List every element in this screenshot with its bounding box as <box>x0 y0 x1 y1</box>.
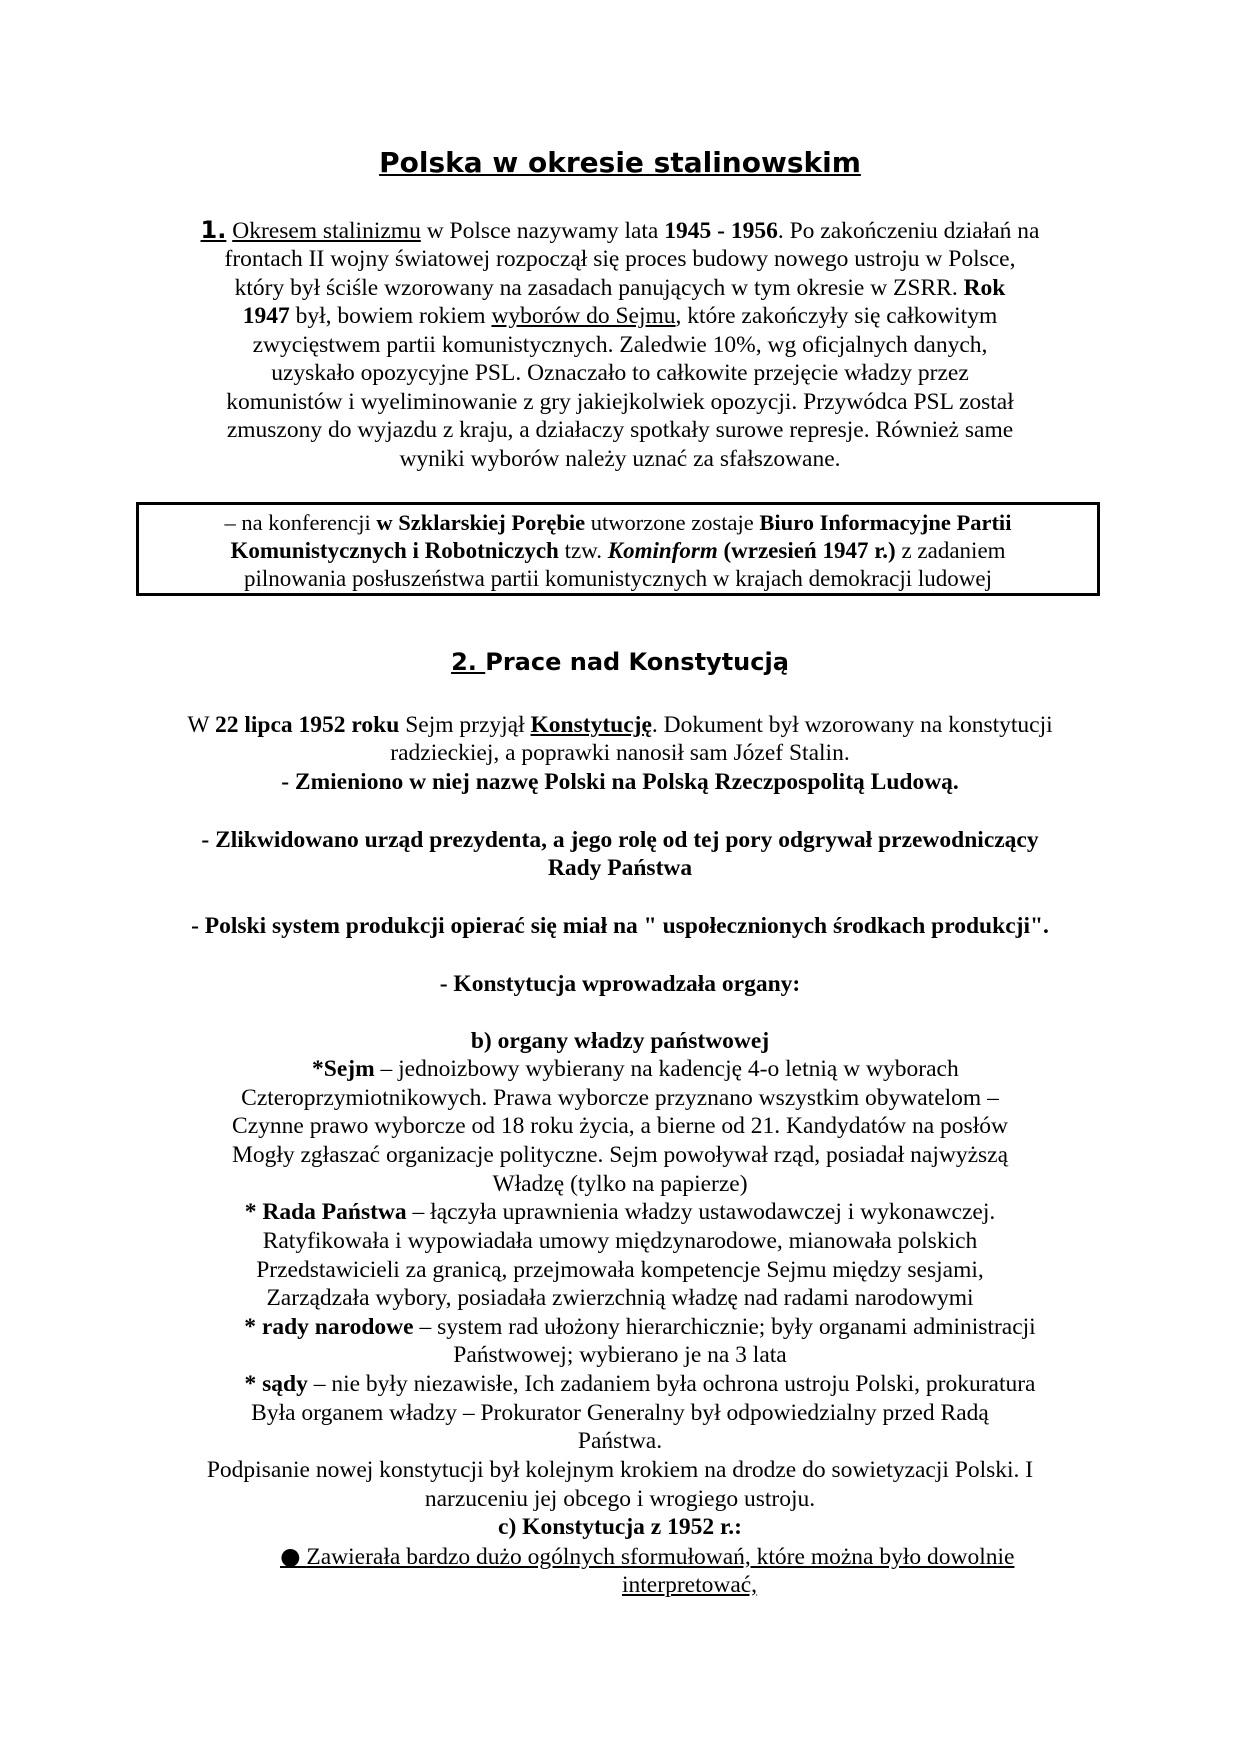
box-bold: Komunistycznych i Robotniczych <box>230 538 559 563</box>
state-organs-heading: b) organy władzy państwowej <box>470 1028 770 1054</box>
section1-line-9: wyniki wyborów należy uznać za sfałszowane. <box>399 446 841 472</box>
rok-bold: Rok <box>963 275 1006 301</box>
elections-link-text: wyborów do Sejmu <box>491 303 676 329</box>
box-bold: (wrzesień 1947 r.) <box>717 538 896 563</box>
section1-number: 1. <box>200 216 227 244</box>
kominform-box <box>136 502 1100 596</box>
bullet-item-1-cont: interpretować, <box>622 1572 758 1598</box>
intro-text: . Dokument był wzorowany na konstytucji <box>651 712 1053 738</box>
section2-number: 2. <box>451 648 486 676</box>
sejm-text: – jednoizbowy wybierany na kadencję 4-o letnią w wyborach <box>374 1056 959 1082</box>
year-1947-bold: 1947 <box>242 303 290 329</box>
section1-line-6: uzyskało opozycyjne PSL. Oznaczało to całkowite przejęcie władzy przez <box>271 360 969 386</box>
rada-line-1 <box>130 1198 1110 1226</box>
rady-line-2: Państwowej; wybierano je na 3 lata <box>453 1342 787 1368</box>
box-line-3: pilnowania posłuszeństwa partii komunistycznych w krajach demokracji ludowej <box>244 566 992 591</box>
box-text: – na konferencji <box>224 510 377 535</box>
section1-line-8: zmuszony do wyjazdu z kraju, a działaczy spotkały surowe represje. Również same <box>226 417 1014 443</box>
production-point: - Polski system produkcji opierać się miał na " uspołecznionych środkach produkcji". <box>191 913 1049 939</box>
section1-text: był, bowiem rokiem <box>289 303 492 329</box>
box-line-1 <box>139 509 1097 537</box>
summary-line-2: narzuceniu jej obcego i wrogiego ustroju. <box>424 1486 816 1512</box>
section2-intro-1 <box>130 711 1110 739</box>
president-point-2: Rady Państwa <box>547 855 693 881</box>
page-title: Polska w okresie stalinowskim <box>379 146 861 179</box>
rada-line-2: Ratyfikowała i wypowiadała umowy międzynarodowe, mianowała polskich <box>262 1228 978 1254</box>
sady-text: – nie były niezawisłe, Ich zadaniem była ochrona ustroju Polski, prokuratura <box>307 1371 1036 1397</box>
rady-label: * rady narodowe <box>244 1314 414 1340</box>
box-text: tzw. <box>558 538 608 563</box>
section1-line-4 <box>130 302 1110 330</box>
change-name-point: - Zmieniono w niej nazwę Polski na Polską Rzeczpospolitą Ludową. <box>281 769 959 795</box>
rady-line-1 <box>150 1313 1130 1341</box>
organs-point: - Konstytucja wprowadzała organy: <box>439 971 801 997</box>
sady-label: * sądy <box>244 1371 308 1397</box>
rada-text: – łączyła uprawnienia władzy ustawodawczej i wykonawczej. <box>406 1199 996 1225</box>
president-point-1: - Zlikwidowano urząd prezydenta, a jego rolę od tej pory odgrywał przewodniczący <box>201 827 1039 853</box>
bullet-item-1 <box>280 1542 1080 1571</box>
sady-line-2: Była organem władzy – Prokurator Generalny był odpowiedzialny przed Radą <box>251 1400 989 1426</box>
sejm-label: *Sejm <box>312 1056 375 1082</box>
box-bold: w Szklarskiej Porębie <box>376 510 586 535</box>
constitution-link-text: Konstytucję <box>530 712 652 738</box>
constitution-1952-heading: c) Konstytucja z 1952 r.: <box>498 1514 742 1540</box>
sady-line-3: Państwa. <box>577 1428 663 1454</box>
box-bold: Biuro Informacyjne Partii <box>759 510 1012 535</box>
section2-title: Prace nad Konstytucją <box>485 648 789 676</box>
section1-text: w Polsce nazywamy lata <box>420 218 665 244</box>
section1-line-2: frontach II wojny światowej rozpoczął się proces budowy nowego ustroju w Polsce, <box>224 246 1016 272</box>
date-bold: 22 lipca 1952 roku <box>214 712 400 738</box>
sejm-line-2: Czteroprzymiotnikowych. Prawa wyborcze przyznano wszystkim obywatelom – <box>241 1085 999 1111</box>
section1-text: , które zakończyły się całkowitym <box>675 303 998 329</box>
box-line-2 <box>139 537 1097 565</box>
rady-text: – system rad ułożony hierarchicznie; były organami administracji <box>413 1314 1036 1340</box>
intro-text: W <box>187 712 215 738</box>
rada-line-4: Zarządzała wybory, posiadała zwierzchnią władzę nad radami narodowymi <box>266 1285 974 1311</box>
section2-intro-2: radzieckiej, a poprawki nanosił sam Józef Stalin. <box>390 740 850 766</box>
sady-line-1 <box>150 1370 1130 1398</box>
sejm-line-4: Mogły zgłaszać organizacje polityczne. Sejm powoływał rząd, posiadał najwyższą <box>231 1142 1009 1168</box>
sejm-line-5: Władzę (tylko na papierze) <box>492 1171 748 1197</box>
kominform-bold-italic: Kominform <box>607 538 718 563</box>
years-bold: 1945 - 1956 <box>664 218 778 244</box>
stalinism-link-text: Okresem stalinizmu <box>232 218 421 244</box>
rada-label: * Rada Państwa <box>244 1199 407 1225</box>
intro-text: Sejm przyjął <box>399 712 531 738</box>
section1-line-3 <box>130 274 1110 302</box>
summary-line-1: Podpisanie nowej konstytucji był kolejnym krokiem na drodze do sowietyzacji Polski. I <box>206 1457 1034 1483</box>
section2-heading <box>130 648 1110 676</box>
box-text: utworzone zostaje <box>585 510 760 535</box>
sejm-line-3: Czynne prawo wyborcze od 18 roku życia, a bierne od 21. Kandydatów na posłów <box>232 1113 1008 1139</box>
section1-text: . Po zakończeniu działań na <box>777 218 1040 244</box>
rada-line-3: Przedstawicieli za granicą, przejmowała kompetencje Sejmu między sesjami, <box>256 1257 984 1283</box>
section1-text: który był ściśle wzorowany na zasadach panujących w tym okresie w ZSRR. <box>234 275 964 301</box>
section1-line-7: komunistów i wyeliminowanie z gry jakiejkolwiek opozycji. Przywódca PSL został <box>226 389 1014 415</box>
sejm-line-1 <box>312 1055 1012 1083</box>
section1-line-5: zwycięstwem partii komunistycznych. Zaledwie 10%, wg oficjalnych danych, <box>252 332 988 358</box>
section1-line-1 <box>130 216 1110 245</box>
bullet-text: Zawierała bardzo dużo ogólnych sformułowań, które można było dowolnie <box>306 1544 1015 1570</box>
box-text: z zadaniem <box>895 538 1006 563</box>
bullet-icon: ● <box>280 1542 301 1570</box>
